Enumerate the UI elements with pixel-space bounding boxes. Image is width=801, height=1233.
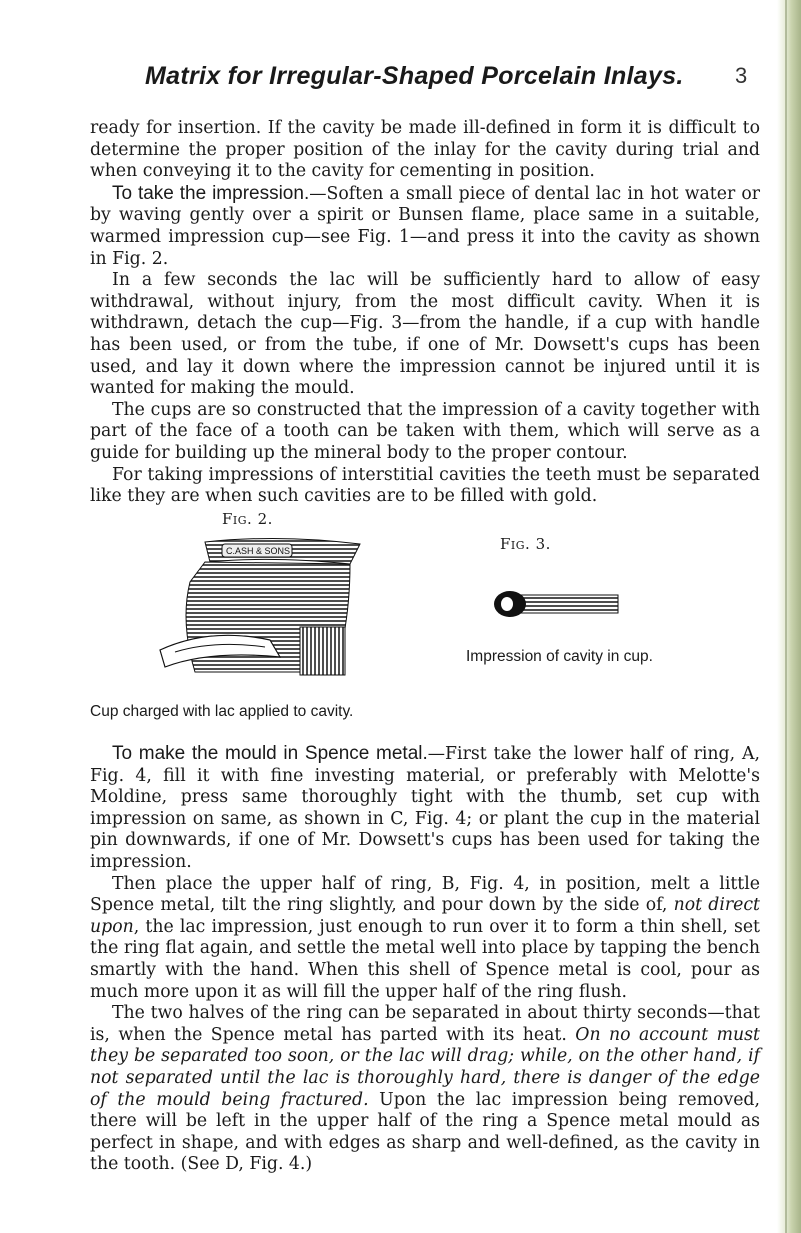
paragraph: In a few seconds the lac will be sufficiently hard to allow of easy withdrawal, without injury, from the most difficult cavity. When it is withdrawn, detach the cup—Fig. 3—from the handle, if a cup with handle has been used, or from the tube, if one of Mr. Dowsett's cups has been used, and lay it down where the impression cannot be injured until it is wanted for making the mould. [90,270,760,399]
paragraph-text: The two halves of the ring can be separated in about thirty seconds—that is, when the Spence metal has parted with its heat. [90,1003,760,1045]
fig2-caption: Cup charged with lac applied to cavity. [90,703,354,720]
fig3-illustration [490,585,630,625]
paragraph-impression-intro [90,183,760,270]
paragraph-mould-intro [90,743,760,874]
fig3-label: Fig. 3. [500,535,551,553]
paragraph-continuation: ready for insertion. If the cavity be made ill-defined in form it is difficult to determine the proper position of the inlay for the cavity during trial and when conveying it to the cavity for cementing in position. [90,118,760,182]
running-title: Matrix for Irregular-Shaped Porcelain Inlays. [145,62,684,90]
fig2-illustration [150,532,450,682]
fig2-stamp-text: C.ASH & SONS [226,546,291,556]
page-header [0,62,801,102]
page-edge-line [785,0,787,1233]
page-number: 3 [735,63,748,88]
text-block-top [90,118,760,508]
paragraph: The cups are so constructed that the impression of a cavity together with part of the face of a tooth can be taken with them, which will serve as a guide for building up the mineral body to the proper contour. [90,399,760,463]
paragraph-text: Upon the lac impression being removed, there will be left in the upper half of the ring a Spence metal mould as perfect in shape, and with edges as sharp and well-defined, as the cavity in the tooth. (See D, Fig. 4.) [90,1089,760,1175]
figures-area [90,510,760,730]
emphasis-warning: On no account must they be separated too soon, or the lac will drag; while, on the other hand, if not separated until the lac is thoroughly hard, there is danger of the edge of the mould being fractured. [90,1024,760,1110]
fig2-label: Fig. 2. [222,510,273,528]
fig3-caption: Impression of cavity in cup. [466,648,653,665]
section-heading-mould: To make the mould in Spence metal. [112,743,428,764]
page-edge-binding [777,0,801,1233]
paragraph-pour-metal [90,874,760,1004]
paragraph-text: , the lac impression, just enough to run over it to form a thin shell, set the ring flat again, and settle the metal well into place by tapping the bench smartly with the hand. When this shell of Spence metal is cool, pour as much more upon it as will fill the upper half of the ring flush. [90,916,760,1002]
text-block-bottom [90,743,760,1176]
paragraph-separate-halves [90,1003,760,1176]
paragraph-text: Then place the upper half of ring, B, Fig. 4, in position, melt a little Spence metal, tilt the ring slightly, and pour down by the side of, [90,873,760,916]
paragraph: For taking impressions of interstitial cavities the teeth must be separated like they are when such cavities are to be filled with gold. [90,464,760,507]
section-heading-impression: To take the impression. [112,182,310,204]
paragraph-text: —Soften a small piece of dental lac in hot water or by waving gently over a spirit or Bunsen flame, place same in a suitable, warmed impression cup—see Fig. 1—and press it into the cavity as shown in Fig. 2. [90,183,760,269]
paragraph-text: —First take the lower half of ring, A, Fig. 4, fill it with fine investing material, or preferably with Melotte's Moldine, press same thoroughly tight with the thumb, set cup with impression on same, as shown in C, Fig. 4; or plant the cup in the material pin downwards, if one of Mr. Dowsett's cups has been used for taking the impression. [90,744,760,872]
emphasis-text: not direct upon [90,895,760,937]
